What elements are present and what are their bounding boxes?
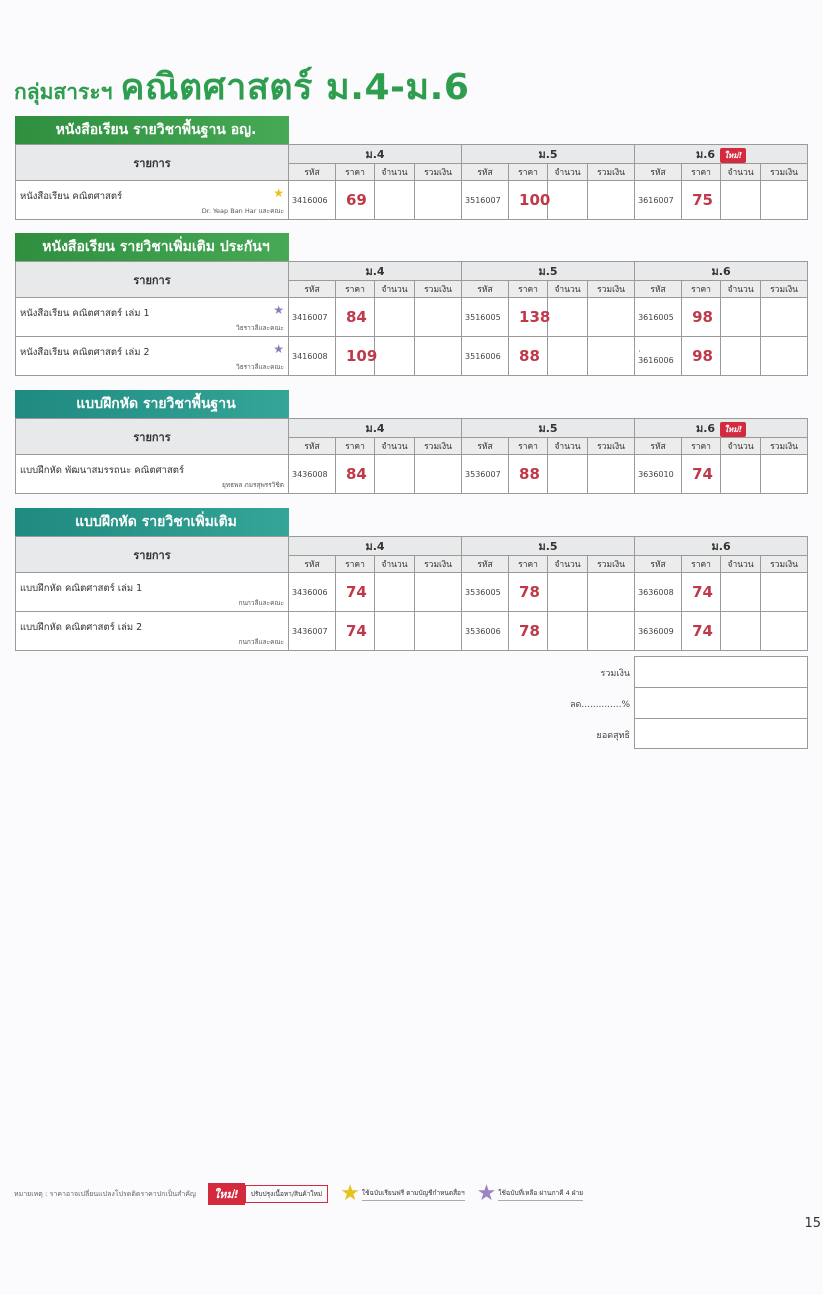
legend-new-text: ปรับปรุงเนื้อหา/สินค้าใหม่: [245, 1185, 328, 1203]
code-cell: 3436008: [289, 455, 336, 494]
subtotal-cell[interactable]: [415, 337, 462, 376]
subtotal-cell[interactable]: [588, 337, 635, 376]
code-header: รหัส: [462, 281, 509, 298]
item-column-header: รายการ: [16, 537, 289, 573]
quantity-header: จำนวน: [548, 556, 588, 573]
price-header: ราคา: [336, 556, 375, 573]
title-prefix: กลุ่มสาระฯ: [14, 80, 113, 104]
grade-header-m4: [289, 145, 462, 164]
price-cell: 84: [336, 298, 375, 337]
subtotal-header: รวมเงิน: [588, 556, 635, 573]
price-cell: 74: [682, 455, 721, 494]
quantity-cell[interactable]: [721, 298, 761, 337]
quantity-cell[interactable]: [548, 455, 588, 494]
code-cell: 3416008: [289, 337, 336, 376]
quantity-header: จำนวน: [375, 438, 415, 455]
item-author: วิธราวลีและคณะ: [236, 363, 284, 371]
price-header: ราคา: [509, 164, 548, 181]
subtotal-cell[interactable]: [761, 612, 808, 651]
section-header: หนังสือเรียน รายวิชาพื้นฐาน อญ.: [15, 116, 289, 144]
subtotal-header: รวมเงิน: [761, 164, 808, 181]
price-table: [15, 144, 808, 220]
code-header: รหัส: [635, 556, 682, 573]
legend-gold: [340, 1183, 464, 1205]
summary-discount-row: [15, 687, 808, 718]
item-cell: [16, 455, 289, 494]
grade-label: ม.5: [538, 265, 558, 278]
item-name: [20, 620, 142, 635]
code-header: รหัส: [289, 556, 336, 573]
code-cell: 3516005: [462, 298, 509, 337]
legend-purple-text: ใช้ฉบับที่เหลือ ผ่านภาคี 4 ฝ่าย: [498, 1188, 583, 1201]
code-cell: 3436007: [289, 612, 336, 651]
item-name-subject: คณิตศาสตร์ เล่ม 1: [64, 583, 143, 594]
legend-new-badge: ใหม่!: [208, 1183, 245, 1205]
code-header: รหัส: [635, 281, 682, 298]
purple-star-icon: ★: [476, 1181, 497, 1206]
price-cell: 78: [509, 573, 548, 612]
new-badge: ใหม่!: [720, 422, 746, 437]
quantity-cell[interactable]: [548, 181, 588, 220]
new-badge: ใหม่!: [720, 148, 746, 163]
price-header: ราคา: [336, 281, 375, 298]
price-cell: 69: [336, 181, 375, 220]
summary-discount-field[interactable]: [634, 687, 808, 718]
quantity-cell[interactable]: [721, 337, 761, 376]
quantity-cell[interactable]: [375, 612, 415, 651]
code-cell: 3616007: [635, 181, 682, 220]
subtotal-cell[interactable]: [415, 573, 462, 612]
grade-label: ม.4: [365, 265, 385, 278]
quantity-header: จำนวน: [548, 164, 588, 181]
summary-total-row: [15, 656, 808, 687]
code-cell: 3436006: [289, 573, 336, 612]
subtotal-cell[interactable]: [761, 181, 808, 220]
item-author: ยุทธพล ภมรสุพรรวิชิต: [222, 481, 284, 489]
item-author: กนกวลีและคณะ: [238, 599, 284, 607]
summary-discount-label: ลด..............%: [570, 700, 630, 710]
subtotal-header: รวมเงิน: [588, 438, 635, 455]
price-header: ราคา: [682, 556, 721, 573]
grade-label: ม.5: [538, 540, 558, 553]
quantity-cell[interactable]: [548, 298, 588, 337]
table-row: [16, 181, 808, 220]
item-author: วิธราวลีและคณะ: [236, 324, 284, 332]
code-cell: 3636010: [635, 455, 682, 494]
item-author: กนกวลีและคณะ: [238, 638, 284, 646]
subtotal-header: รวมเงิน: [415, 164, 462, 181]
table-row: [16, 573, 808, 612]
quantity-header: จำนวน: [721, 438, 761, 455]
price-header: ราคา: [509, 281, 548, 298]
price-cell: 100: [509, 181, 548, 220]
section-2: [15, 233, 808, 376]
item-column-header: รายการ: [16, 419, 289, 455]
price-cell: 138: [509, 298, 548, 337]
code-header: รหัส: [462, 164, 509, 181]
subtotal-cell[interactable]: [588, 612, 635, 651]
quantity-header: จำนวน: [721, 164, 761, 181]
quantity-cell[interactable]: [375, 337, 415, 376]
price-cell: 74: [682, 612, 721, 651]
subtotal-cell[interactable]: [415, 181, 462, 220]
quantity-cell[interactable]: [721, 573, 761, 612]
summary-box: [15, 656, 808, 749]
subtotal-cell[interactable]: [761, 455, 808, 494]
item-name-prefix: หนังสือเรียน: [20, 191, 70, 202]
grade-label: ม.4: [365, 148, 385, 161]
code-header: รหัส: [635, 164, 682, 181]
item-cell: [16, 298, 289, 337]
item-column-header: รายการ: [16, 145, 289, 181]
quantity-header: จำนวน: [548, 438, 588, 455]
table-row: [16, 337, 808, 376]
grade-label: ม.6: [711, 265, 731, 278]
quantity-header: จำนวน: [548, 281, 588, 298]
item-name: [20, 581, 142, 596]
grade-header-m5: [462, 145, 635, 164]
subtotal-header: รวมเงิน: [588, 164, 635, 181]
price-header: ราคา: [336, 438, 375, 455]
section-3: [15, 390, 808, 494]
item-name-prefix: แบบฝึกหัด พัฒนาสมรรถนะ: [20, 465, 132, 476]
item-name-prefix: แบบฝึกหัด: [20, 583, 62, 594]
table-row: [16, 612, 808, 651]
legend-new: [208, 1183, 328, 1205]
grade-header-m5: [462, 419, 635, 438]
code-cell: 3636008: [635, 573, 682, 612]
code-cell: 3616005: [635, 298, 682, 337]
grade-label: ม.6: [711, 540, 731, 553]
price-cell: 84: [336, 455, 375, 494]
grade-label: ม.5: [538, 422, 558, 435]
subtotal-header: รวมเงิน: [761, 438, 808, 455]
grade-header-m6: [635, 262, 808, 281]
grade-label: ม.4: [365, 540, 385, 553]
section-header: หนังสือเรียน รายวิชาเพิ่มเติม ประกันฯ: [15, 233, 289, 261]
subtotal-cell[interactable]: [588, 573, 635, 612]
quantity-cell[interactable]: [375, 298, 415, 337]
item-cell: [16, 337, 289, 376]
grade-label: ม.4: [365, 422, 385, 435]
code-cell: 3516006: [462, 337, 509, 376]
summary-net-field[interactable]: [634, 718, 808, 749]
grade-header-m4: [289, 537, 462, 556]
grade-label: ม.6: [695, 148, 716, 161]
quantity-cell[interactable]: [721, 181, 761, 220]
price-header: ราคา: [336, 164, 375, 181]
subtotal-cell[interactable]: [588, 298, 635, 337]
section-header: แบบฝึกหัด รายวิชาพื้นฐาน: [15, 390, 289, 418]
price-header: ราคา: [682, 164, 721, 181]
code-header: รหัส: [289, 164, 336, 181]
item-name-prefix: แบบฝึกหัด: [20, 622, 62, 633]
footer-note: หมายเหตุ : ราคาอาจเปลี่ยนแปลงโปรดติดราคาปกเป็นสำคัญ: [14, 1189, 196, 1198]
gold-star-icon: ★: [340, 1181, 360, 1206]
price-cell: 98: [682, 337, 721, 376]
item-cell: [16, 181, 289, 220]
item-name-prefix: หนังสือเรียน: [20, 308, 70, 319]
quantity-cell[interactable]: [375, 573, 415, 612]
grade-label: ม.5: [538, 148, 558, 161]
subtotal-cell[interactable]: [415, 455, 462, 494]
subtotal-cell[interactable]: [588, 181, 635, 220]
gold-star-icon: ★: [273, 186, 284, 200]
grade-header-m5: [462, 262, 635, 281]
grade-header-m5: [462, 537, 635, 556]
price-cell: 78: [509, 612, 548, 651]
price-cell: 74: [336, 573, 375, 612]
subtotal-cell[interactable]: [415, 612, 462, 651]
code-cell: 3416007: [289, 298, 336, 337]
summary-net-label: ยอดสุทธิ: [596, 731, 630, 741]
price-table: [15, 261, 808, 376]
quantity-cell[interactable]: [375, 181, 415, 220]
item-name: [20, 306, 150, 321]
quantity-cell[interactable]: [548, 573, 588, 612]
item-name-subject: คณิตศาสตร์ เล่ม 1: [72, 308, 150, 319]
section-1: [15, 116, 808, 220]
quantity-header: จำนวน: [375, 281, 415, 298]
quantity-cell[interactable]: [721, 455, 761, 494]
price-cell: 98: [682, 298, 721, 337]
price-table: [15, 536, 808, 651]
price-cell: 75: [682, 181, 721, 220]
page-number: 15: [804, 1216, 821, 1231]
quantity-cell[interactable]: [721, 612, 761, 651]
code-header: รหัส: [289, 438, 336, 455]
code-cell: · 3616006: [635, 337, 682, 376]
quantity-header: จำนวน: [375, 556, 415, 573]
item-name: [20, 189, 122, 204]
item-name: [20, 463, 184, 478]
item-name-subject: คณิตศาสตร์ เล่ม 2: [72, 347, 150, 358]
subtotal-cell[interactable]: [415, 298, 462, 337]
item-name-subject: คณิตศาสตร์: [72, 191, 123, 202]
subtotal-header: รวมเงิน: [415, 438, 462, 455]
price-header: ราคา: [682, 438, 721, 455]
price-cell: 88: [509, 337, 548, 376]
code-header: รหัส: [462, 556, 509, 573]
page-title: [14, 58, 469, 115]
purple-star-icon: ★: [273, 342, 284, 356]
subtotal-header: รวมเงิน: [761, 556, 808, 573]
subtotal-cell[interactable]: [761, 573, 808, 612]
grade-header-m4: [289, 262, 462, 281]
quantity-cell[interactable]: [548, 337, 588, 376]
price-cell: 74: [682, 573, 721, 612]
title-main: คณิตศาสตร์ ม.4-ม.6: [120, 67, 470, 108]
table-row: [16, 298, 808, 337]
table-row: [16, 455, 808, 494]
grade-label: ม.6: [695, 422, 716, 435]
item-cell: [16, 612, 289, 651]
item-name-subject: คณิตศาสตร์ เล่ม 2: [64, 622, 143, 633]
summary-total-label: รวมเงิน: [600, 669, 630, 679]
legend-gold-text: ใช้ฉบับเรียนฟรี ตามบัญชีกำหนดสื่อฯ: [362, 1188, 465, 1201]
price-cell: 109: [336, 337, 375, 376]
subtotal-cell[interactable]: [761, 337, 808, 376]
code-cell: 3636009: [635, 612, 682, 651]
subtotal-cell[interactable]: [588, 455, 635, 494]
subtotal-header: รวมเงิน: [761, 281, 808, 298]
grade-header-m6: [635, 419, 808, 438]
summary-net-row: [15, 718, 808, 749]
summary-total-field[interactable]: [634, 656, 808, 687]
quantity-cell[interactable]: [548, 612, 588, 651]
grade-header-m6: [635, 145, 808, 164]
quantity-header: จำนวน: [721, 281, 761, 298]
item-author: Dr. Yeap Ban Har และคณะ: [201, 207, 284, 215]
code-cell: 3516007: [462, 181, 509, 220]
code-cell: 3536006: [462, 612, 509, 651]
price-cell: 88: [509, 455, 548, 494]
quantity-cell[interactable]: [375, 455, 415, 494]
code-header: รหัส: [635, 438, 682, 455]
quantity-header: จำนวน: [375, 164, 415, 181]
price-header: ราคา: [682, 281, 721, 298]
item-name-prefix: หนังสือเรียน: [20, 347, 70, 358]
legend-purple: [477, 1183, 583, 1205]
item-column-header: รายการ: [16, 262, 289, 298]
grade-header-m4: [289, 419, 462, 438]
section-4: [15, 508, 808, 651]
item-name-subject: คณิตศาสตร์: [134, 465, 185, 476]
code-cell: 3536005: [462, 573, 509, 612]
quantity-header: จำนวน: [721, 556, 761, 573]
item-cell: [16, 573, 289, 612]
price-header: ราคา: [509, 438, 548, 455]
footer-legend: [14, 1183, 583, 1205]
price-header: ราคา: [509, 556, 548, 573]
subtotal-header: รวมเงิน: [415, 556, 462, 573]
code-header: รหัส: [462, 438, 509, 455]
price-cell: 74: [336, 612, 375, 651]
code-cell: 3416006: [289, 181, 336, 220]
subtotal-cell[interactable]: [761, 298, 808, 337]
code-header: รหัส: [289, 281, 336, 298]
section-header: แบบฝึกหัด รายวิชาเพิ่มเติม: [15, 508, 289, 536]
grade-header-m6: [635, 537, 808, 556]
subtotal-header: รวมเงิน: [415, 281, 462, 298]
code-cell: 3536007: [462, 455, 509, 494]
item-name: [20, 345, 150, 360]
purple-star-icon: ★: [273, 303, 284, 317]
price-table: [15, 418, 808, 494]
subtotal-header: รวมเงิน: [588, 281, 635, 298]
